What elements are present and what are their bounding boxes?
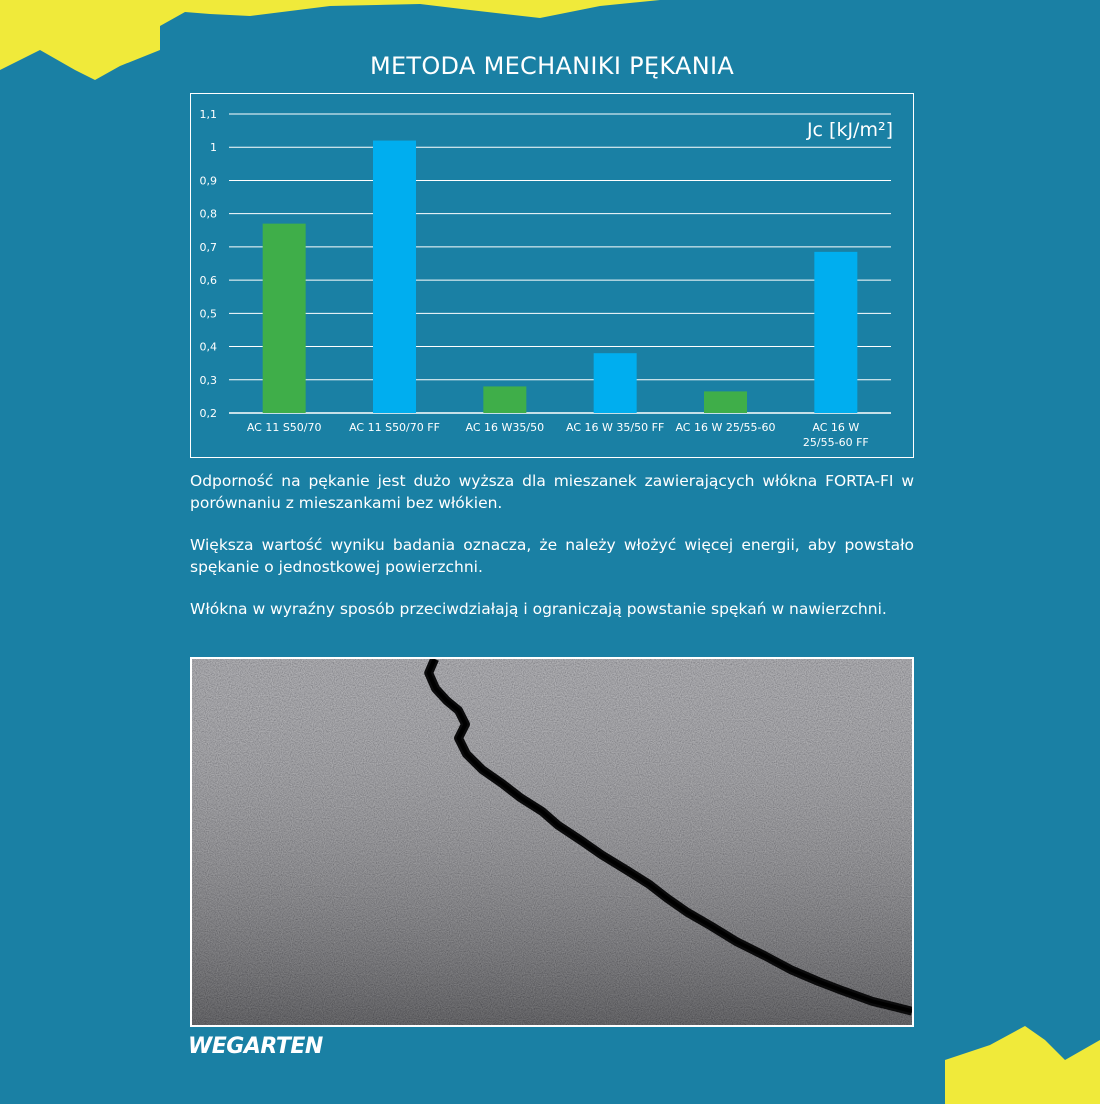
x-tick-label: AC 11 S50/70 FF — [349, 421, 440, 434]
y-tick-label: 1 — [210, 141, 217, 155]
y-tick-label: 0,7 — [199, 240, 217, 254]
y-tick-label: 0,4 — [199, 340, 217, 354]
bar — [373, 141, 416, 413]
y-tick-label: 0,3 — [199, 373, 217, 387]
y-tick-label: 0,6 — [199, 274, 217, 288]
bar — [814, 252, 857, 413]
cracked-asphalt-photo — [190, 657, 914, 1027]
page-title: METODA MECHANIKI PĘKANIA — [369, 52, 735, 80]
bar — [704, 391, 747, 413]
brand-logo: WEGARTEN — [188, 1034, 323, 1059]
chart-frame — [190, 93, 914, 458]
x-tick-label: AC 16 W 25/55-60 FF — [802, 421, 869, 449]
bar — [263, 224, 306, 413]
paragraph-3: Włókna w wyraźny sposób przeciwdziałają i ograniczają powstanie spękań w nawierzchni. — [190, 600, 887, 618]
x-tick-label: AC 16 W35/50 — [465, 421, 545, 434]
bar-chart — [191, 94, 915, 459]
y-tick-label: 0,2 — [199, 407, 217, 420]
y-tick-label: 0,5 — [199, 307, 217, 321]
x-tick-label: AC 16 W 25/55-60 — [675, 421, 776, 434]
y-axis-unit-label: Jc [kJ/m²] — [806, 119, 893, 141]
bar — [483, 386, 526, 413]
y-tick-label: 0,8 — [199, 207, 217, 221]
paragraph-1: Odporność na pękanie jest dużo wyższa dla mieszanek zawierających włókna FORTA-FI w porównaniu z mieszankami bez włókien. — [190, 472, 914, 512]
paragraph-2: Większa wartość wyniku badania oznacza, że należy włożyć więcej energii, aby powstało spękanie o jednostkowej powierzchni. — [190, 536, 914, 576]
bar — [594, 353, 637, 413]
y-tick-label: 1,1 — [199, 108, 217, 121]
y-tick-label: 0,9 — [199, 174, 217, 188]
x-tick-label: AC 11 S50/70 — [246, 421, 322, 434]
yellow-shape-bottom-right — [945, 1026, 1100, 1104]
x-tick-label: AC 16 W 35/50 FF — [566, 421, 665, 434]
description-text — [190, 470, 914, 640]
